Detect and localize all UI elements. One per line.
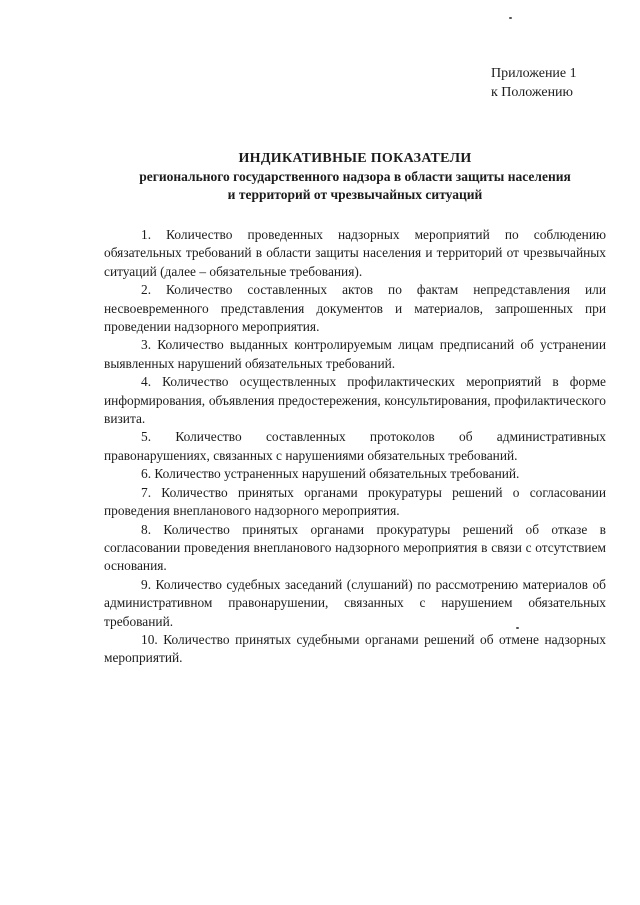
indicator-item-2: 2. Количество составленных актов по фактам непредставления или несвоевременного представления документов и материалов, запрошенных при проведении надзорного мероприятия. xyxy=(104,282,606,335)
indicator-item-5: 5. Количество составленных протоколов об административных правонарушениях, связанных с нарушениями обязательных требований. xyxy=(104,429,606,463)
indicator-item-9: 9. Количество судебных заседаний (слушаний) по рассмотрению материалов об административном правонарушении, связанных с нарушением обязательных требований. xyxy=(104,576,606,629)
indicator-item-6: 6. Количество устраненных нарушений обязательных требований. xyxy=(141,466,520,482)
indicator-list xyxy=(104,226,606,668)
indicator-item-10: 10. Количество принятых судебными органами решений об отмене надзорных мероприятий. xyxy=(104,631,606,666)
scan-speck xyxy=(516,627,519,629)
indicator-item-7: 7. Количество принятых органами прокуратуры решений о согласовании проведения внепланового надзорного мероприятия. xyxy=(104,484,606,519)
appendix-reference xyxy=(491,64,631,102)
document-subtitle-line-1: регионального государственного надзора в области защиты населения xyxy=(139,169,571,184)
indicator-item-3: 3. Количество выданных контролируемым лицам предписаний об устранении выявленных нарушений обязательных требований. xyxy=(104,337,606,371)
document-subtitle-line-2: и территорий от чрезвычайных ситуаций xyxy=(227,187,483,202)
document-title: ИНДИКАТИВНЫЕ ПОКАЗАТЕЛИ xyxy=(238,151,472,166)
document-heading xyxy=(60,150,640,204)
appendix-line-1: Приложение 1 xyxy=(491,66,577,81)
appendix-line-2: к Положению xyxy=(491,85,574,100)
indicator-item-1: 1. Количество проведенных надзорных мероприятий по соблюдению обязательных требований в области защиты населения и территорий от чрезвычайных ситуаций (далее – обязательные требования). xyxy=(104,227,606,279)
indicator-item-4: 4. Количество осуществленных профилактических мероприятий в форме информирования, объявления предостережения, консультирования, профилактического визита. xyxy=(104,374,606,427)
scan-speck xyxy=(509,17,512,19)
indicator-item-8: 8. Количество принятых органами прокуратуры решений об отказе в согласовании проведения внепланового надзорного мероприятия в связи с отсутствием основания. xyxy=(104,521,606,574)
